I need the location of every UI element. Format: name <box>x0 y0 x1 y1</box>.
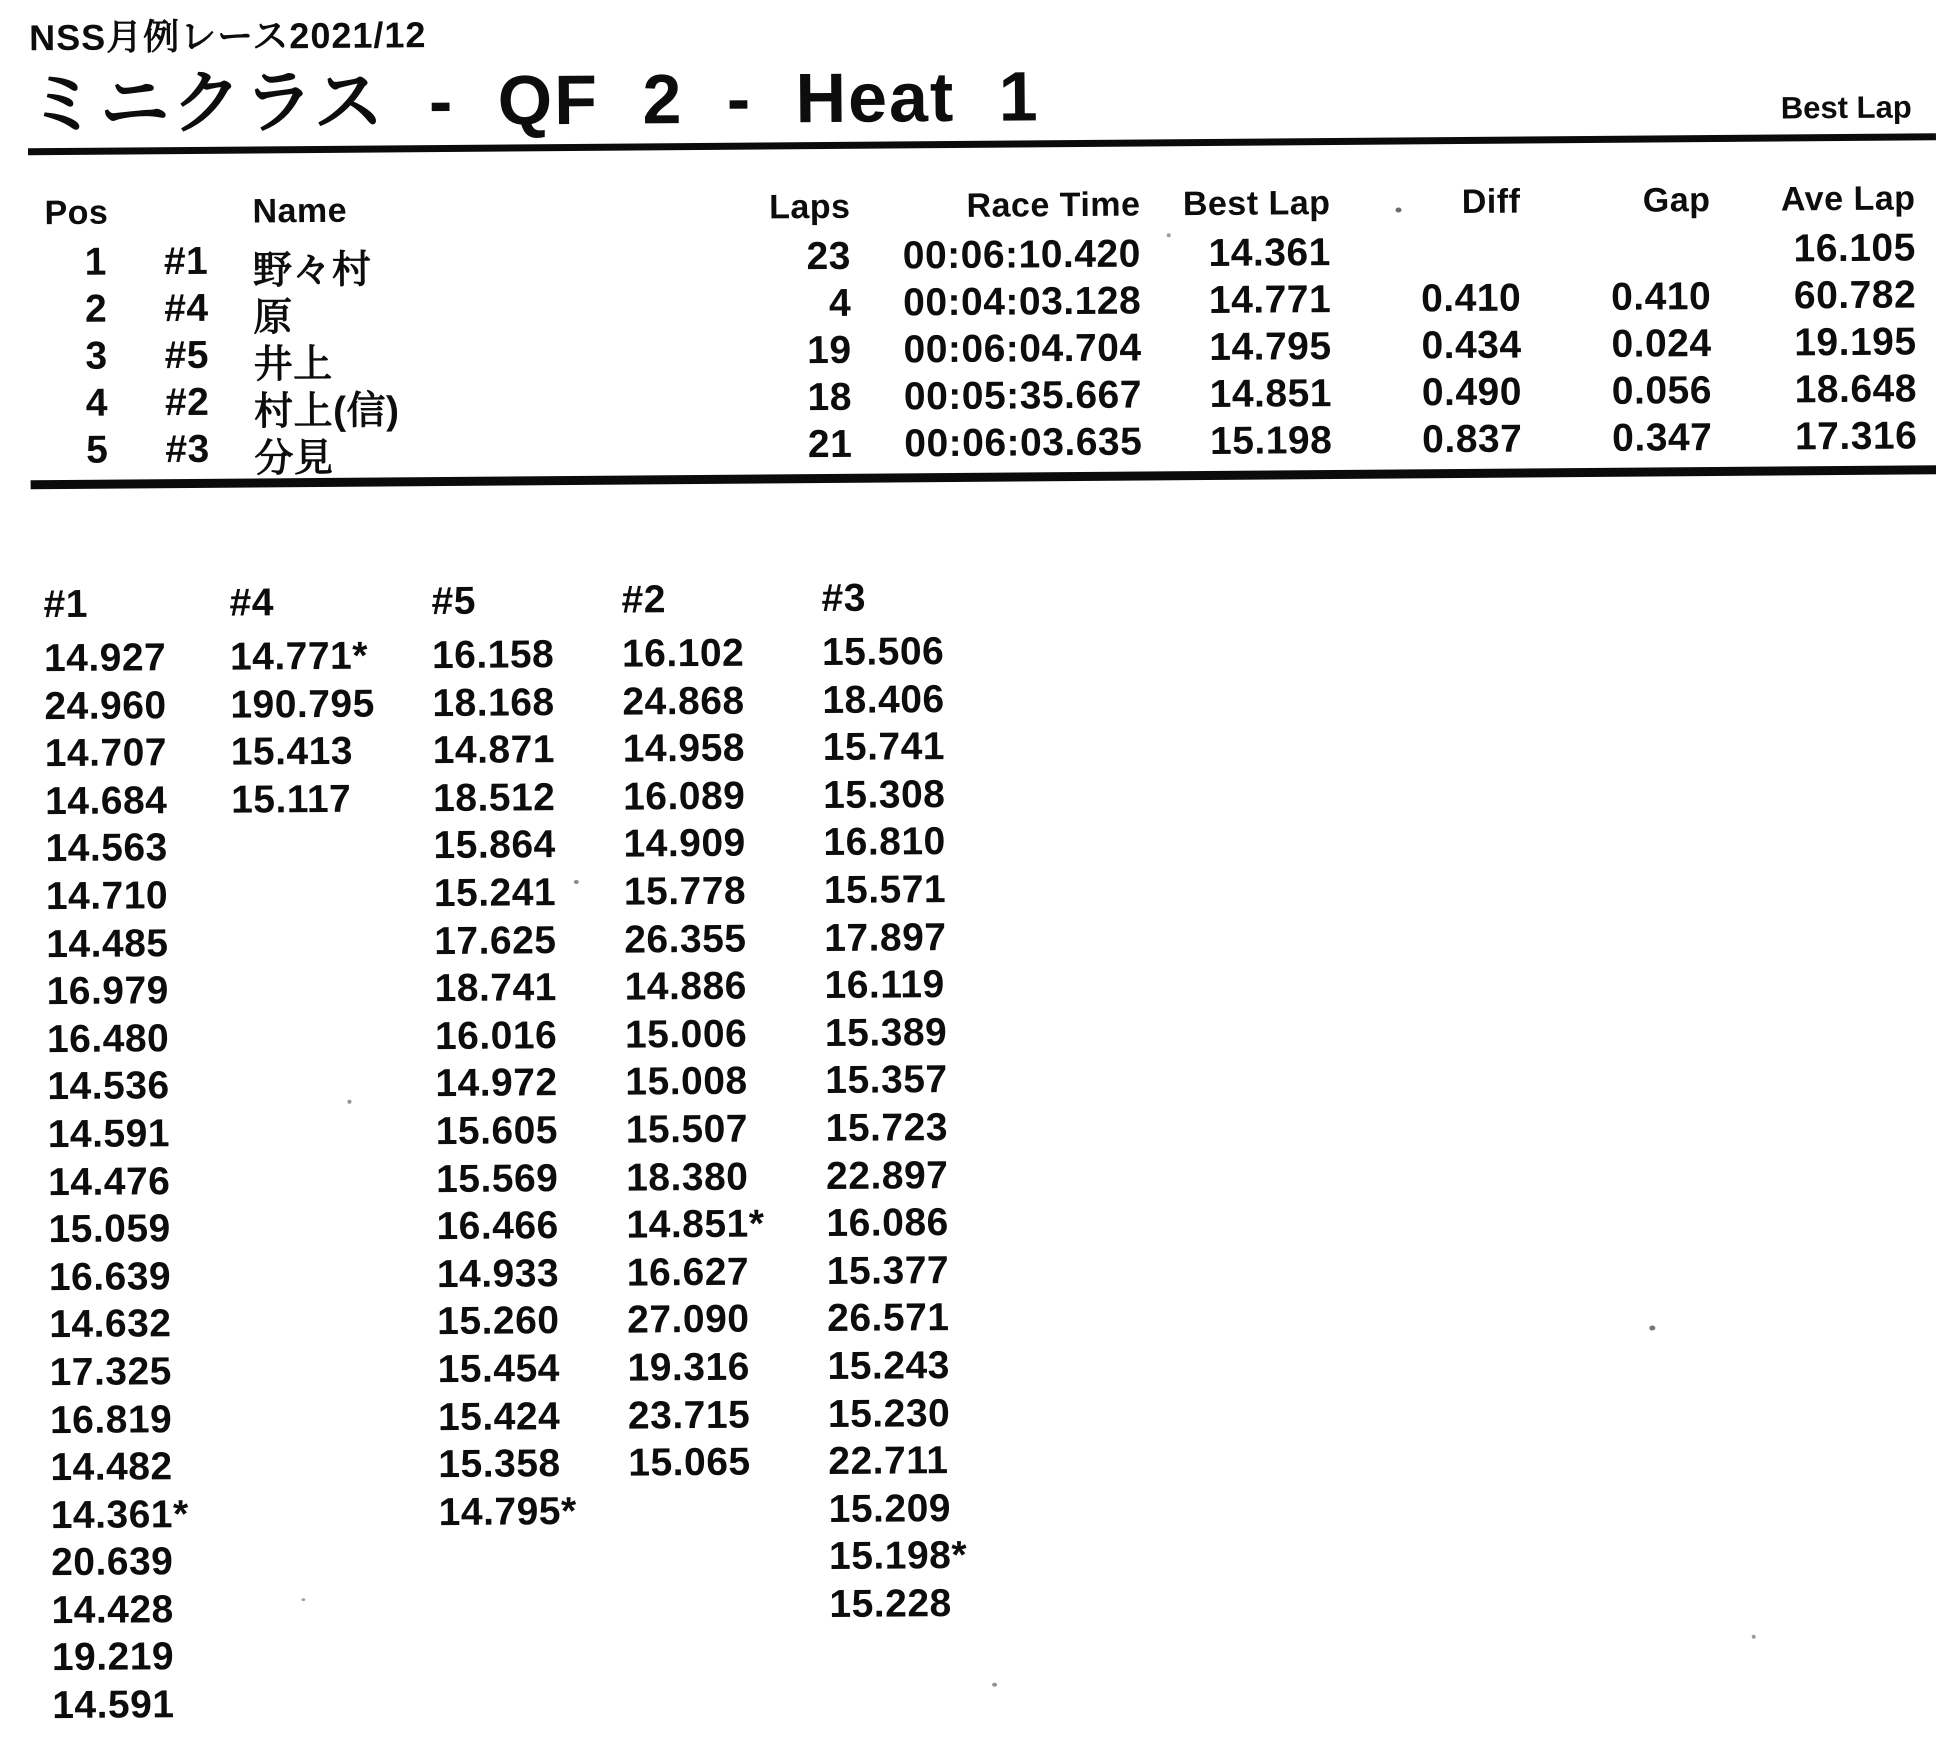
lap-time: 15.358 <box>438 1442 561 1487</box>
lap-time: 15.506 <box>821 630 945 675</box>
lap-time: 14.485 <box>46 921 169 966</box>
col-header-ave-lap: Ave Lap <box>1780 179 1916 219</box>
lap-time: 14.591 <box>52 1683 175 1728</box>
lap-time: 15.243 <box>827 1343 951 1388</box>
cell-gap: 0.056 <box>1611 369 1713 413</box>
cell-best-lap: 14.851 <box>1209 372 1333 416</box>
cell-pos: 1 <box>84 240 108 284</box>
col-header-race-time: Race Time <box>966 185 1141 225</box>
lap-time: 14.476 <box>47 1159 171 1204</box>
lap-time: 14.927 <box>43 636 167 681</box>
lap-time: 15.571 <box>823 868 947 912</box>
lap-time: 14.536 <box>47 1064 170 1109</box>
cell-car-number: #2 <box>164 380 210 425</box>
cell-race-time: 00:04:03.128 <box>903 279 1142 325</box>
lap-time: 15.198* <box>828 1534 968 1579</box>
lap-time: 15.059 <box>48 1207 171 1252</box>
lap-time: 15.357 <box>825 1058 948 1103</box>
cell-ave-lap: 17.316 <box>1794 414 1918 459</box>
cell-gap: 0.024 <box>1611 322 1712 366</box>
scan-speck <box>1167 233 1171 237</box>
lap-time: 14.851* <box>626 1202 765 1247</box>
lap-column-car4 <box>229 580 441 824</box>
lap-time: 18.168 <box>432 680 555 725</box>
results-table <box>0 179 1936 481</box>
lap-time: 14.591 <box>47 1112 171 1157</box>
cell-race-time: 00:06:03.635 <box>904 420 1143 466</box>
lap-time: 15.241 <box>433 871 557 916</box>
lap-time: 14.684 <box>44 778 168 823</box>
col-header-best-lap: Best Lap <box>1182 184 1331 224</box>
cell-ave-lap: 18.648 <box>1794 367 1918 412</box>
cell-laps: 4 <box>828 281 852 325</box>
lap-column-car3 <box>821 575 1039 1628</box>
lap-time: 15.260 <box>437 1299 560 1344</box>
lap-time: 16.016 <box>434 1013 558 1058</box>
cell-best-lap: 14.771 <box>1208 278 1332 322</box>
lap-time: 15.006 <box>624 1012 748 1057</box>
lap-time: 16.158 <box>431 633 555 678</box>
lap-time: 15.377 <box>826 1248 950 1293</box>
lap-time: 16.810 <box>823 820 946 865</box>
lap-column-car1 <box>43 581 262 1729</box>
lap-time: 14.482 <box>50 1445 173 1490</box>
lap-time: 15.424 <box>437 1394 561 1439</box>
lap-time: 14.563 <box>45 826 168 871</box>
lap-time: 15.741 <box>822 725 946 770</box>
scan-speck <box>1649 1326 1655 1331</box>
cell-gap: 0.347 <box>1612 416 1713 460</box>
lap-column-header: #2 <box>621 578 667 622</box>
col-header-pos: Pos <box>44 193 109 233</box>
lap-time: 14.428 <box>51 1588 174 1632</box>
lap-time: 27.090 <box>627 1297 750 1342</box>
cell-laps: 19 <box>807 328 852 373</box>
cell-car-number: #4 <box>164 286 209 331</box>
lap-time: 15.117 <box>230 777 352 822</box>
lap-time: 14.958 <box>622 726 746 771</box>
scan-speck <box>992 1683 997 1687</box>
lap-time: 19.316 <box>627 1345 751 1390</box>
cell-laps: 18 <box>807 375 853 420</box>
lap-time: 18.380 <box>625 1155 749 1200</box>
lap-time: 14.707 <box>44 731 168 776</box>
lap-time: 14.972 <box>435 1061 558 1106</box>
scan-speck <box>301 1598 305 1601</box>
cell-driver-name: 村上(信) <box>253 389 400 434</box>
lap-time: 14.909 <box>623 822 746 866</box>
lap-time: 15.065 <box>628 1440 751 1485</box>
lap-time: 26.355 <box>624 917 747 962</box>
cell-ave-lap: 19.195 <box>1794 320 1917 365</box>
cell-driver-name: 分見 <box>254 436 334 481</box>
col-header-gap: Gap <box>1642 181 1711 220</box>
lap-time: 15.507 <box>625 1107 749 1152</box>
lap-column-header: #1 <box>43 582 89 627</box>
cell-pos: 3 <box>85 334 108 378</box>
lap-time: 18.741 <box>434 966 558 1011</box>
cell-car-number: #1 <box>163 239 209 284</box>
lap-time: 16.089 <box>622 774 746 819</box>
cell-race-time: 00:06:04.704 <box>903 326 1142 372</box>
lap-time: 14.361* <box>50 1492 189 1537</box>
lap-time: 24.868 <box>622 679 745 724</box>
lap-time: 14.632 <box>49 1302 172 1347</box>
lap-column-header: #5 <box>431 579 477 624</box>
lap-time: 15.228 <box>829 1581 952 1626</box>
lap-time: 16.979 <box>46 969 170 1014</box>
cell-diff: 0.490 <box>1421 370 1523 415</box>
col-header-laps: Laps <box>768 187 851 227</box>
cell-car-number: #5 <box>164 333 210 378</box>
lap-time: 18.512 <box>432 775 556 820</box>
cell-best-lap: 14.361 <box>1208 231 1332 275</box>
lap-time: 14.871 <box>432 728 556 773</box>
lap-time: 15.778 <box>623 869 747 914</box>
col-header-name: Name <box>252 191 348 231</box>
lap-time: 16.627 <box>626 1250 750 1295</box>
cell-race-time: 00:05:35.667 <box>903 373 1143 419</box>
cell-diff: 0.434 <box>1421 323 1522 368</box>
cell-pos: 5 <box>85 428 109 472</box>
lap-column-car5 <box>431 578 649 1536</box>
cell-diff <box>1341 230 1521 231</box>
cell-driver-name: 野々村 <box>252 248 372 293</box>
event-title: NSS月例レース2021/12 <box>28 14 427 59</box>
lap-time: 15.413 <box>230 729 354 774</box>
scan-speck <box>574 880 579 884</box>
lap-time: 16.466 <box>436 1204 559 1249</box>
lap-time: 15.569 <box>435 1156 559 1201</box>
cell-diff: 0.410 <box>1420 276 1522 321</box>
lap-time: 16.102 <box>621 631 745 676</box>
lap-time: 24.960 <box>44 683 167 728</box>
cell-laps: 21 <box>807 422 853 467</box>
lap-time: 15.308 <box>822 772 946 817</box>
lap-time: 16.639 <box>48 1254 172 1299</box>
cell-car-number: #3 <box>165 427 210 472</box>
cell-diff: 0.837 <box>1422 417 1523 462</box>
cell-gap <box>1531 228 1711 229</box>
lap-column-car2 <box>621 577 838 1487</box>
lap-time: 15.864 <box>433 823 556 868</box>
lap-time: 14.795* <box>438 1489 577 1534</box>
lap-time: 16.819 <box>49 1397 173 1442</box>
lap-time: 17.625 <box>434 918 557 963</box>
lap-time: 18.406 <box>822 677 945 722</box>
lap-time: 190.795 <box>230 682 376 727</box>
lap-column-header: #4 <box>229 581 275 625</box>
lap-time: 16.119 <box>824 963 945 1008</box>
scan-speck <box>347 1100 351 1104</box>
cell-pos: 4 <box>85 381 109 425</box>
lap-time: 16.086 <box>826 1201 949 1246</box>
scan-speck <box>1395 207 1401 212</box>
lap-time: 15.605 <box>435 1109 559 1154</box>
lap-time: 14.933 <box>436 1251 560 1296</box>
cell-pos: 2 <box>84 287 108 331</box>
cell-race-time: 00:06:10.420 <box>902 232 1142 278</box>
scan-speck <box>1752 1635 1756 1639</box>
lap-time: 15.230 <box>827 1391 951 1436</box>
cell-laps: 23 <box>806 234 852 279</box>
best-lap-corner-label: Best Lap <box>1780 89 1912 126</box>
cell-driver-name: 井上 <box>253 342 333 387</box>
lap-time: 15.389 <box>824 1010 948 1055</box>
col-header-diff: Diff <box>1461 182 1521 221</box>
lap-time: 14.710 <box>45 874 169 919</box>
cell-gap: 0.410 <box>1610 275 1712 319</box>
lap-time: 14.886 <box>624 964 748 1009</box>
lap-time: 15.209 <box>828 1486 952 1531</box>
lap-time: 15.723 <box>825 1105 949 1150</box>
cell-ave-lap: 60.782 <box>1793 273 1917 318</box>
lap-column-header: #3 <box>821 576 867 621</box>
lap-time: 17.897 <box>824 915 947 960</box>
lap-time: 23.715 <box>627 1393 751 1438</box>
lap-time: 15.454 <box>437 1347 561 1391</box>
lap-time: 14.771* <box>229 634 369 679</box>
lap-time: 15.008 <box>625 1059 748 1104</box>
lap-time: 16.480 <box>46 1016 170 1061</box>
cell-driver-name: 原 <box>253 296 294 340</box>
lap-time: 17.325 <box>49 1350 173 1395</box>
lap-time: 19.219 <box>51 1635 175 1680</box>
lap-time: 26.571 <box>827 1296 950 1341</box>
cell-best-lap: 14.795 <box>1209 325 1332 369</box>
cell-ave-lap: 16.105 <box>1793 226 1916 271</box>
lap-time: 20.639 <box>50 1540 174 1585</box>
page-title: ミニクラス - QF 2 - Heat 1 <box>27 57 1040 144</box>
lap-time: 22.897 <box>825 1153 949 1198</box>
cell-best-lap: 15.198 <box>1209 419 1333 463</box>
lap-time: 22.711 <box>828 1439 949 1484</box>
